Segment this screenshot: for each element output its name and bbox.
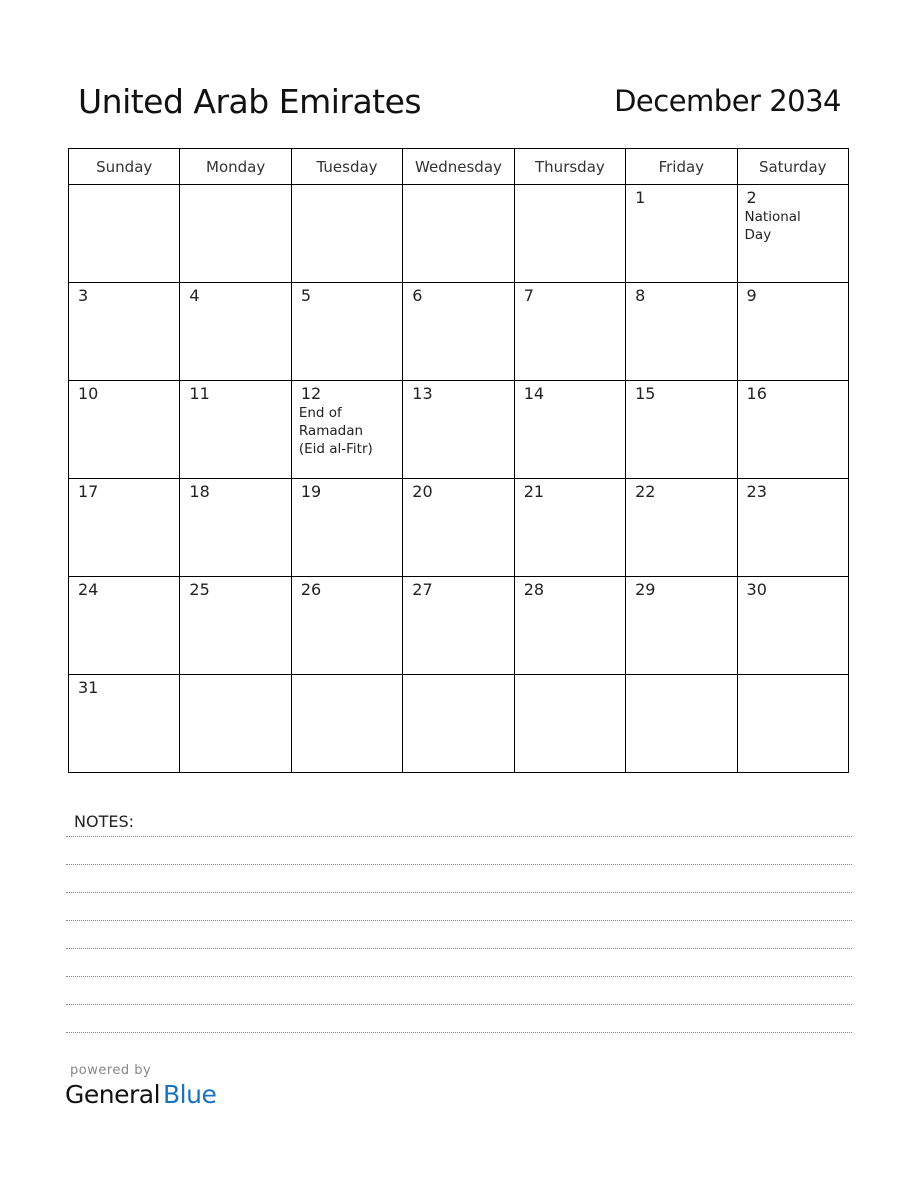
day-number: 19 [300,482,322,501]
day-number: 18 [189,482,210,501]
day-number: 12 [300,384,322,403]
day-number [292,675,402,679]
brand-blue: Blue [163,1080,217,1109]
day-cell [69,185,180,283]
day-number: 30 [746,580,767,599]
day-number: 21 [523,482,545,501]
note-line [66,864,852,865]
note-line [66,1004,852,1005]
day-number: 27 [412,580,433,599]
week-row [69,479,849,577]
day-cell [403,381,514,479]
day-cell [737,577,848,675]
day-cell [737,185,848,283]
holiday-label: End of Ramadan (Eid al-Fitr) [298,405,373,457]
holiday-label: National Day [744,209,801,243]
weekday-friday: Friday [626,149,737,185]
day-cell [291,479,402,577]
note-line [66,1032,852,1033]
brand-general: General [65,1080,161,1109]
day-number: 25 [189,580,210,599]
note-line [66,836,852,837]
day-number: 22 [635,482,656,501]
day-number [403,185,513,189]
day-cell [403,577,514,675]
day-cell [69,479,180,577]
day-cell [514,479,625,577]
day-number: 17 [78,482,99,501]
powered-by-text: powered by [70,1063,152,1078]
day-cell [514,283,625,381]
day-cell [180,675,291,773]
day-cell [626,479,737,577]
day-number [69,185,179,189]
day-cell [626,675,737,773]
calendar-grid [68,148,849,773]
day-cell [180,283,291,381]
day-number: 28 [523,580,545,599]
weekday-thursday: Thursday [514,149,625,185]
day-cell [291,577,402,675]
day-number [515,675,625,679]
country-title: United Arab Emirates [78,82,422,121]
day-number [292,185,402,189]
day-number: 7 [523,286,534,305]
day-cell [69,283,180,381]
day-cell [69,381,180,479]
weekday-sunday: Sunday [69,149,180,185]
day-number [515,185,625,189]
day-cell [737,381,848,479]
day-cell [737,479,848,577]
day-cell [291,381,402,479]
day-cell [180,479,291,577]
day-cell [291,283,402,381]
note-line [66,976,852,977]
note-line [66,948,852,949]
month-year-title: December 2034 [614,84,841,118]
day-cell [180,577,291,675]
week-row [69,577,849,675]
day-cell [403,479,514,577]
day-number: 8 [635,286,646,305]
day-number [738,675,848,679]
day-cell [514,185,625,283]
day-number: 15 [635,384,656,403]
day-cell [514,381,625,479]
week-row [69,675,849,773]
day-number: 5 [300,286,312,305]
day-cell [737,675,848,773]
day-cell [180,185,291,283]
day-cell [626,185,737,283]
day-number: 11 [189,384,210,403]
weekday-monday: Monday [180,149,291,185]
note-line [66,892,852,893]
day-cell [514,675,625,773]
day-number: 9 [746,286,757,305]
day-number: 31 [78,678,99,697]
day-number [180,185,290,189]
day-number: 13 [412,384,433,403]
week-row [69,283,849,381]
note-line [66,920,852,921]
day-number [626,675,736,679]
day-cell [403,283,514,381]
day-number: 10 [78,384,99,403]
day-cell [514,577,625,675]
day-number: 16 [746,384,767,403]
day-cell [626,381,737,479]
day-number: 20 [412,482,433,501]
notes-label: NOTES: [74,812,134,831]
weekday-tuesday: Tuesday [291,149,402,185]
day-cell [403,675,514,773]
generalblue-logo [65,1080,216,1109]
day-cell [69,577,180,675]
day-number: 26 [300,580,322,599]
day-number: 1 [635,188,646,207]
day-cell [291,185,402,283]
day-cell [737,283,848,381]
day-cell [403,185,514,283]
day-cell [69,675,180,773]
day-number: 14 [523,384,545,403]
day-number: 23 [746,482,767,501]
day-number [180,675,290,679]
day-cell [626,283,737,381]
day-number: 24 [78,580,99,599]
weekday-saturday: Saturday [737,149,848,185]
day-number [403,675,513,679]
week-row [69,381,849,479]
day-number: 2 [746,188,757,207]
weekday-wednesday: Wednesday [403,149,514,185]
day-number: 6 [412,286,423,305]
day-cell [626,577,737,675]
weekday-header-row [69,149,849,185]
day-number: 4 [189,286,200,305]
day-cell [180,381,291,479]
day-number: 29 [635,580,656,599]
day-cell [291,675,402,773]
day-number: 3 [78,286,89,305]
week-row [69,185,849,283]
